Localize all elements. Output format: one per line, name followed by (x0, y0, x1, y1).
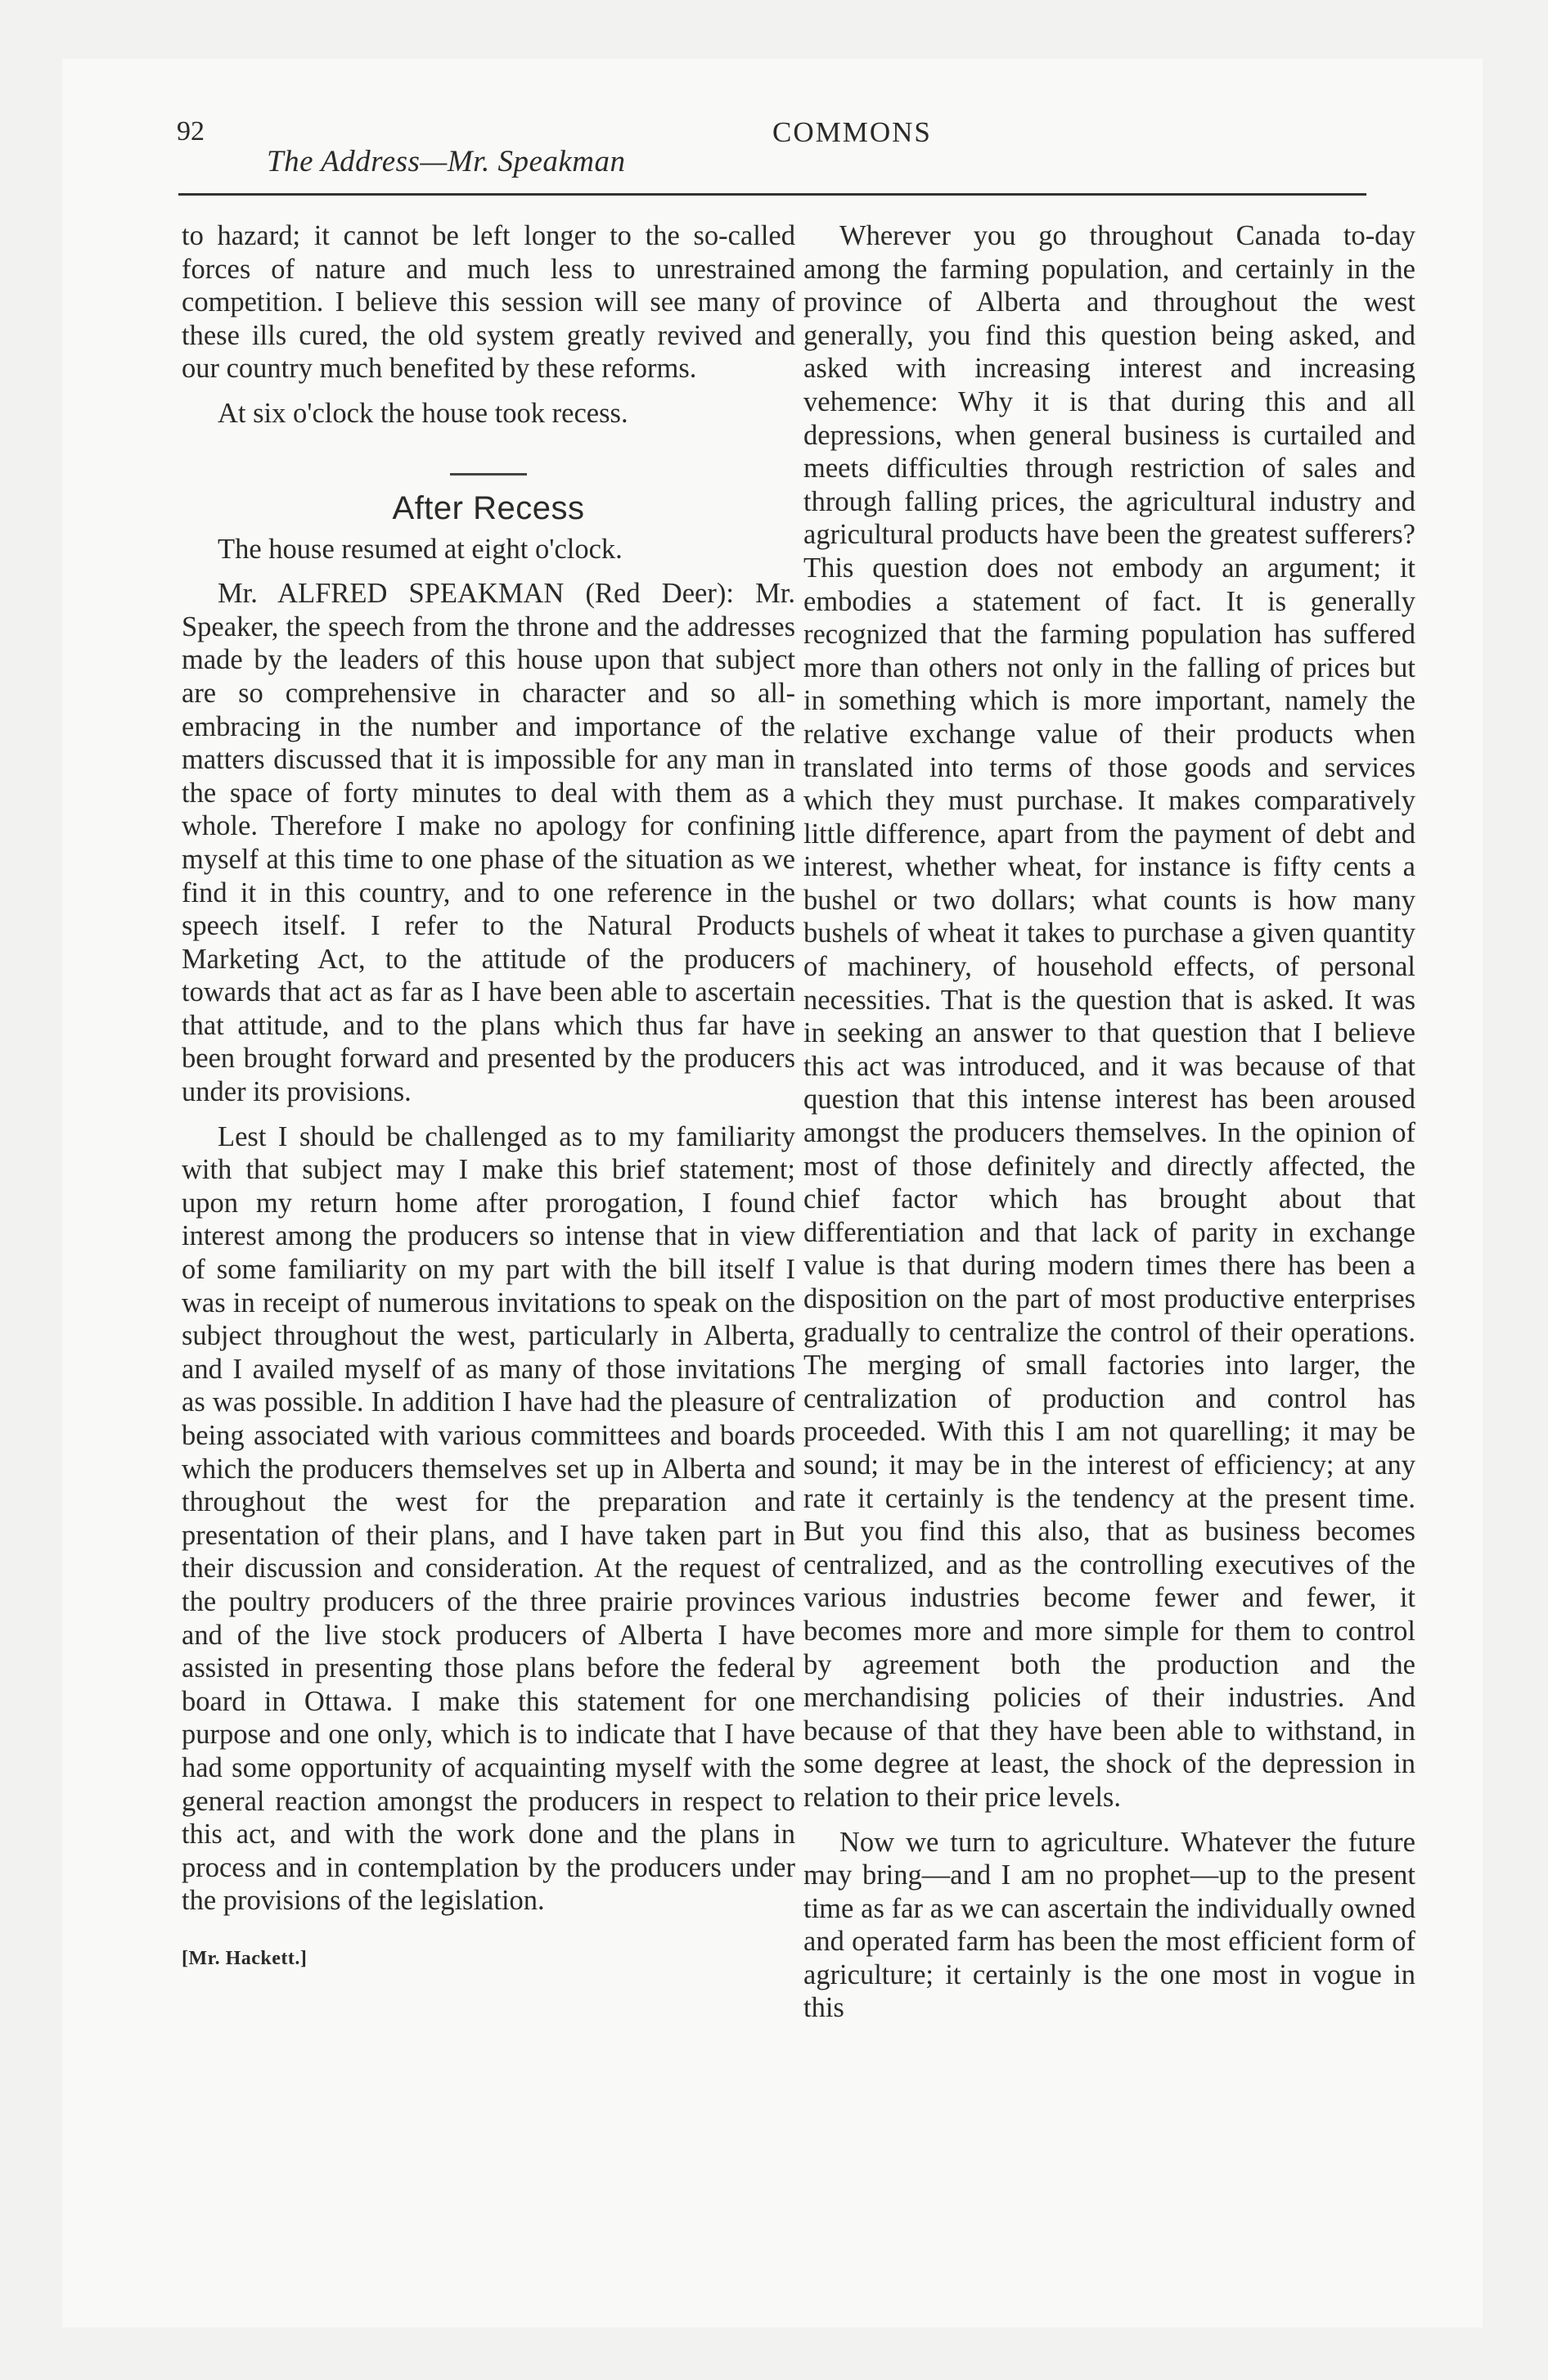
paragraph-resumed: The house resumed at eight o'clock. (218, 533, 623, 565)
paragraph: Lest I should be challenged as to my familiarity with that subject may I make this brief statement; upon my return home after prorogation, I found interest among the producers so intense that in view of some familiarity on my part with the bill itself I was in receipt of numerous invitations to speak on the subject throughout the west, particularly in Alberta, and I availed myself of as many of those invitations as was possible. In addition I have had the pleasure of being associated with various committees and boards which the producers themselves set up in Alberta and throughout the west for the preparation and presentation of their plans, and I have taken part in their discussion and consideration. At the request of the poultry producers of the three prairie provinces and of the live stock producers of Alberta I have assisted in presenting those plans before the federal board in Ottawa. I make this statement for one purpose and one only, which is to indicate that I have had some opportunity of acquainting myself with the general reaction amongst the producers in respect to this act, and with the work done and the plans in process and in contemplation by the producers under the provisions of the legislation. (182, 1120, 795, 1917)
header-rule (178, 193, 1366, 196)
running-head: The Address—Mr. Speakman (267, 145, 626, 178)
paragraph-recess: At six o'clock the house took recess. (218, 397, 628, 429)
section-divider (450, 473, 527, 476)
paragraph-speaker: Mr. ALFRED SPEAKMAN (Red Deer): Mr. Speaker, the speech from the throne and the addresses made by the leaders of this house upon that subject are so comprehensive in character and so all-embracing in the number and importance of the matters discussed that it is impossible for any man in the space of forty minutes to deal with them as a whole. Therefore I make no apology for confining myself at this time to one phase of the situation as we find it in this country, and to one reference in the speech itself. I refer to the Natural Products Marketing Act, to the attitude of the producers towards that act as far as I have been able to ascertain that attitude, and to the plans which thus far have been brought forward and presented by the producers under its provisions. (182, 578, 795, 1108)
left-column (182, 219, 795, 1976)
page-header (62, 59, 1483, 198)
speaker-footnote: [Mr. Hackett.] (182, 1947, 308, 1969)
paragraph: Now we turn to agriculture. Whatever the future may bring—and I am no prophet—up to the present time as far as we can ascertain the individually owned and operated farm has been the most efficient form of agriculture; it certainly is the one most in vogue in this (803, 1826, 1415, 2024)
chamber-title: COMMONS (772, 116, 932, 148)
paragraph: Wherever you go throughout Canada to-day among the farming population, and certainly in the province of Alberta and throughout the west generally, you find this question being asked, and asked with increasing interest and increasing vehemence: Why it is that during this and all depressions, when general business is curtailed and meets difficulties through restriction of sales and through falling prices, the agricultural industry and agricultural products have been the greatest sufferers? This question does not embody an argument; it embodies a statement of fact. It is generally recognized that the farming population has suffered more than others not only in the falling of prices but in something which is more important, namely the relative exchange value of their products when translated into terms of those goods and services which they must purchase. It makes comparatively little difference, apart from the payment of debt and interest, whether wheat, for instance is fifty cents a bushel or two dollars; what counts is how many bushels of wheat it takes to purchase a given quantity of machinery, of household effects, of personal necessities. That is the question that is asked. It was in seeking an answer to that question that I believe this act was introduced, and it was because of that question that this intense interest has been aroused amongst the producers themselves. In the opinion of most of those definitely and directly affected, the chief factor which has brought about that differentiation and that lack of parity in exchange value is that during modern times there has been a disposition on the part of most productive enterprises gradually to centralize the control of their operations. The merging of small factories into larger, the centralization of production and control has proceeded. With this I am not quarelling; it may be sound; it may be in the interest of efficiency; at any rate it certainly is the tendency at the present time. But you find this also, that as business becomes centralized, and as the controlling executives of the various industries become fewer and fewer, it becomes more and more simple for them to control by agreement both the production and the merchandising policies of their industries. And because of that they have been able to withstand, in some degree at least, the shock of the depression in relation to their price levels. (803, 220, 1415, 1813)
right-column (803, 219, 1415, 2025)
paragraph: to hazard; it cannot be left longer to the so-called forces of nature and much less to unrestrained competition. I believe this session will see many of these ills cured, the old system greatly revived and our country much benefited by these reforms. (182, 220, 795, 385)
section-heading: After Recess (392, 489, 585, 526)
page-number: 92 (177, 116, 205, 146)
page (62, 59, 1483, 2328)
